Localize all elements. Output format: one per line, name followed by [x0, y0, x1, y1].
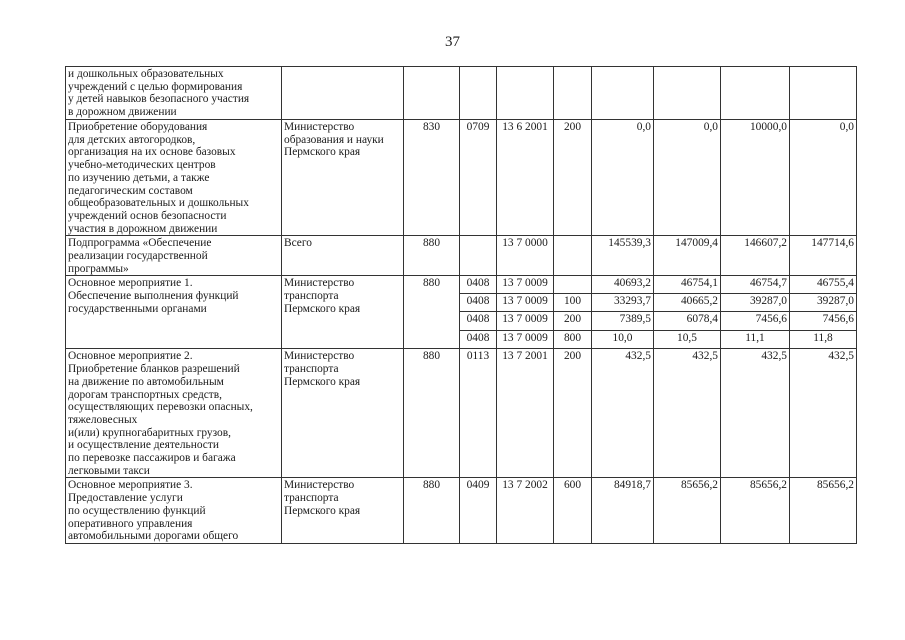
- csr-cell: 13 7 0009: [497, 294, 554, 312]
- year1-cell: 10,0: [592, 331, 654, 349]
- table-row: [66, 349, 857, 478]
- executor-cell: Министерство транспорта Пермского края: [282, 478, 404, 544]
- activity-name-cell: Основное мероприятие 2. Приобретение бланков разрешений на движение по автомобильным дорогам транспортных средств, осуществляющих перевозки опасных, тяжеловесных и(или) крупногабаритных грузов, и осуществление деятельности по перевозке пассажиров и багажа легковыми такси: [66, 349, 282, 478]
- table-row: [66, 478, 857, 544]
- year3-cell: 11,1: [721, 331, 790, 349]
- grbs-cell: 830: [404, 120, 460, 236]
- grbs-cell: 880: [404, 349, 460, 478]
- year3-cell: 46754,7: [721, 276, 790, 294]
- executor-cell: Министерство транспорта Пермского края: [282, 276, 404, 349]
- grbs-cell: 880: [404, 276, 460, 349]
- year1-cell: 33293,7: [592, 294, 654, 312]
- grbs-cell: 880: [404, 478, 460, 544]
- vr-cell: [554, 67, 592, 120]
- year2-cell: 10,5: [654, 331, 721, 349]
- vr-cell: 600: [554, 478, 592, 544]
- csr-cell: [497, 67, 554, 120]
- csr-cell: 13 7 0009: [497, 312, 554, 331]
- vr-cell: 100: [554, 294, 592, 312]
- vr-cell: [554, 276, 592, 294]
- year4-cell: 432,5: [790, 349, 857, 478]
- vr-cell: 200: [554, 312, 592, 331]
- year4-cell: 147714,6: [790, 236, 857, 276]
- year2-cell: 0,0: [654, 120, 721, 236]
- year3-cell: 85656,2: [721, 478, 790, 544]
- year2-cell: 40665,2: [654, 294, 721, 312]
- year4-cell: 0,0: [790, 120, 857, 236]
- table-row: [66, 120, 857, 236]
- grbs-cell: 880: [404, 236, 460, 276]
- rzpr-cell: 0113: [460, 349, 497, 478]
- activity-name-cell: Приобретение оборудования для детских автогородков, организация на их основе базовых учебно-методических центров по изучению детьми, а также педагогическим составом общеобразовательных и дошкольных учреждений основ безопасности участия в дорожном движении: [66, 120, 282, 236]
- csr-cell: 13 7 0009: [497, 276, 554, 294]
- activity-name-cell: Подпрограмма «Обеспечение реализации государственной программы»: [66, 236, 282, 276]
- csr-cell: 13 7 0000: [497, 236, 554, 276]
- activity-name-cell: и дошкольных образовательных учреждений с целью формирования у детей навыков безопасного участия в дорожном движении: [66, 67, 282, 120]
- year3-cell: 7456,6: [721, 312, 790, 331]
- year4-cell: [790, 67, 857, 120]
- csr-cell: 13 7 0009: [497, 331, 554, 349]
- year1-cell: 0,0: [592, 120, 654, 236]
- year1-cell: [592, 67, 654, 120]
- year3-cell: 146607,2: [721, 236, 790, 276]
- year1-cell: 432,5: [592, 349, 654, 478]
- rzpr-cell: 0408: [460, 312, 497, 331]
- activity-name-cell: Основное мероприятие 1. Обеспечение выполнения функций государственными органами: [66, 276, 282, 349]
- csr-cell: 13 7 2002: [497, 478, 554, 544]
- activity-name-cell: Основное мероприятие 3. Предоставление услуги по осуществлению функций оперативного управления автомобильными дорогами общего: [66, 478, 282, 544]
- executor-cell: [282, 67, 404, 120]
- year4-cell: 11,8: [790, 331, 857, 349]
- year3-cell: 39287,0: [721, 294, 790, 312]
- table-row: [66, 67, 857, 120]
- year2-cell: [654, 67, 721, 120]
- year4-cell: 39287,0: [790, 294, 857, 312]
- page-number: 37: [445, 34, 460, 50]
- year1-cell: 7389,5: [592, 312, 654, 331]
- year2-cell: 147009,4: [654, 236, 721, 276]
- year4-cell: 7456,6: [790, 312, 857, 331]
- vr-cell: 200: [554, 120, 592, 236]
- executor-cell: Министерство образования и науки Пермского края: [282, 120, 404, 236]
- rzpr-cell: 0709: [460, 120, 497, 236]
- rzpr-cell: [460, 236, 497, 276]
- year4-cell: 85656,2: [790, 478, 857, 544]
- vr-cell: 200: [554, 349, 592, 478]
- rzpr-cell: [460, 67, 497, 120]
- year1-cell: 40693,2: [592, 276, 654, 294]
- year1-cell: 84918,7: [592, 478, 654, 544]
- year3-cell: 10000,0: [721, 120, 790, 236]
- executor-cell: Министерство транспорта Пермского края: [282, 349, 404, 478]
- vr-cell: [554, 236, 592, 276]
- year2-cell: 432,5: [654, 349, 721, 478]
- year3-cell: 432,5: [721, 349, 790, 478]
- rzpr-cell: 0408: [460, 276, 497, 294]
- budget-table: [65, 66, 857, 544]
- year2-cell: 85656,2: [654, 478, 721, 544]
- table-row: [66, 276, 857, 294]
- year2-cell: 46754,1: [654, 276, 721, 294]
- vr-cell: 800: [554, 331, 592, 349]
- csr-cell: 13 7 2001: [497, 349, 554, 478]
- rzpr-cell: 0409: [460, 478, 497, 544]
- table-row: [66, 236, 857, 276]
- year1-cell: 145539,3: [592, 236, 654, 276]
- csr-cell: 13 6 2001: [497, 120, 554, 236]
- year2-cell: 6078,4: [654, 312, 721, 331]
- rzpr-cell: 0408: [460, 331, 497, 349]
- year3-cell: [721, 67, 790, 120]
- rzpr-cell: 0408: [460, 294, 497, 312]
- grbs-cell: [404, 67, 460, 120]
- year4-cell: 46755,4: [790, 276, 857, 294]
- executor-cell: Всего: [282, 236, 404, 276]
